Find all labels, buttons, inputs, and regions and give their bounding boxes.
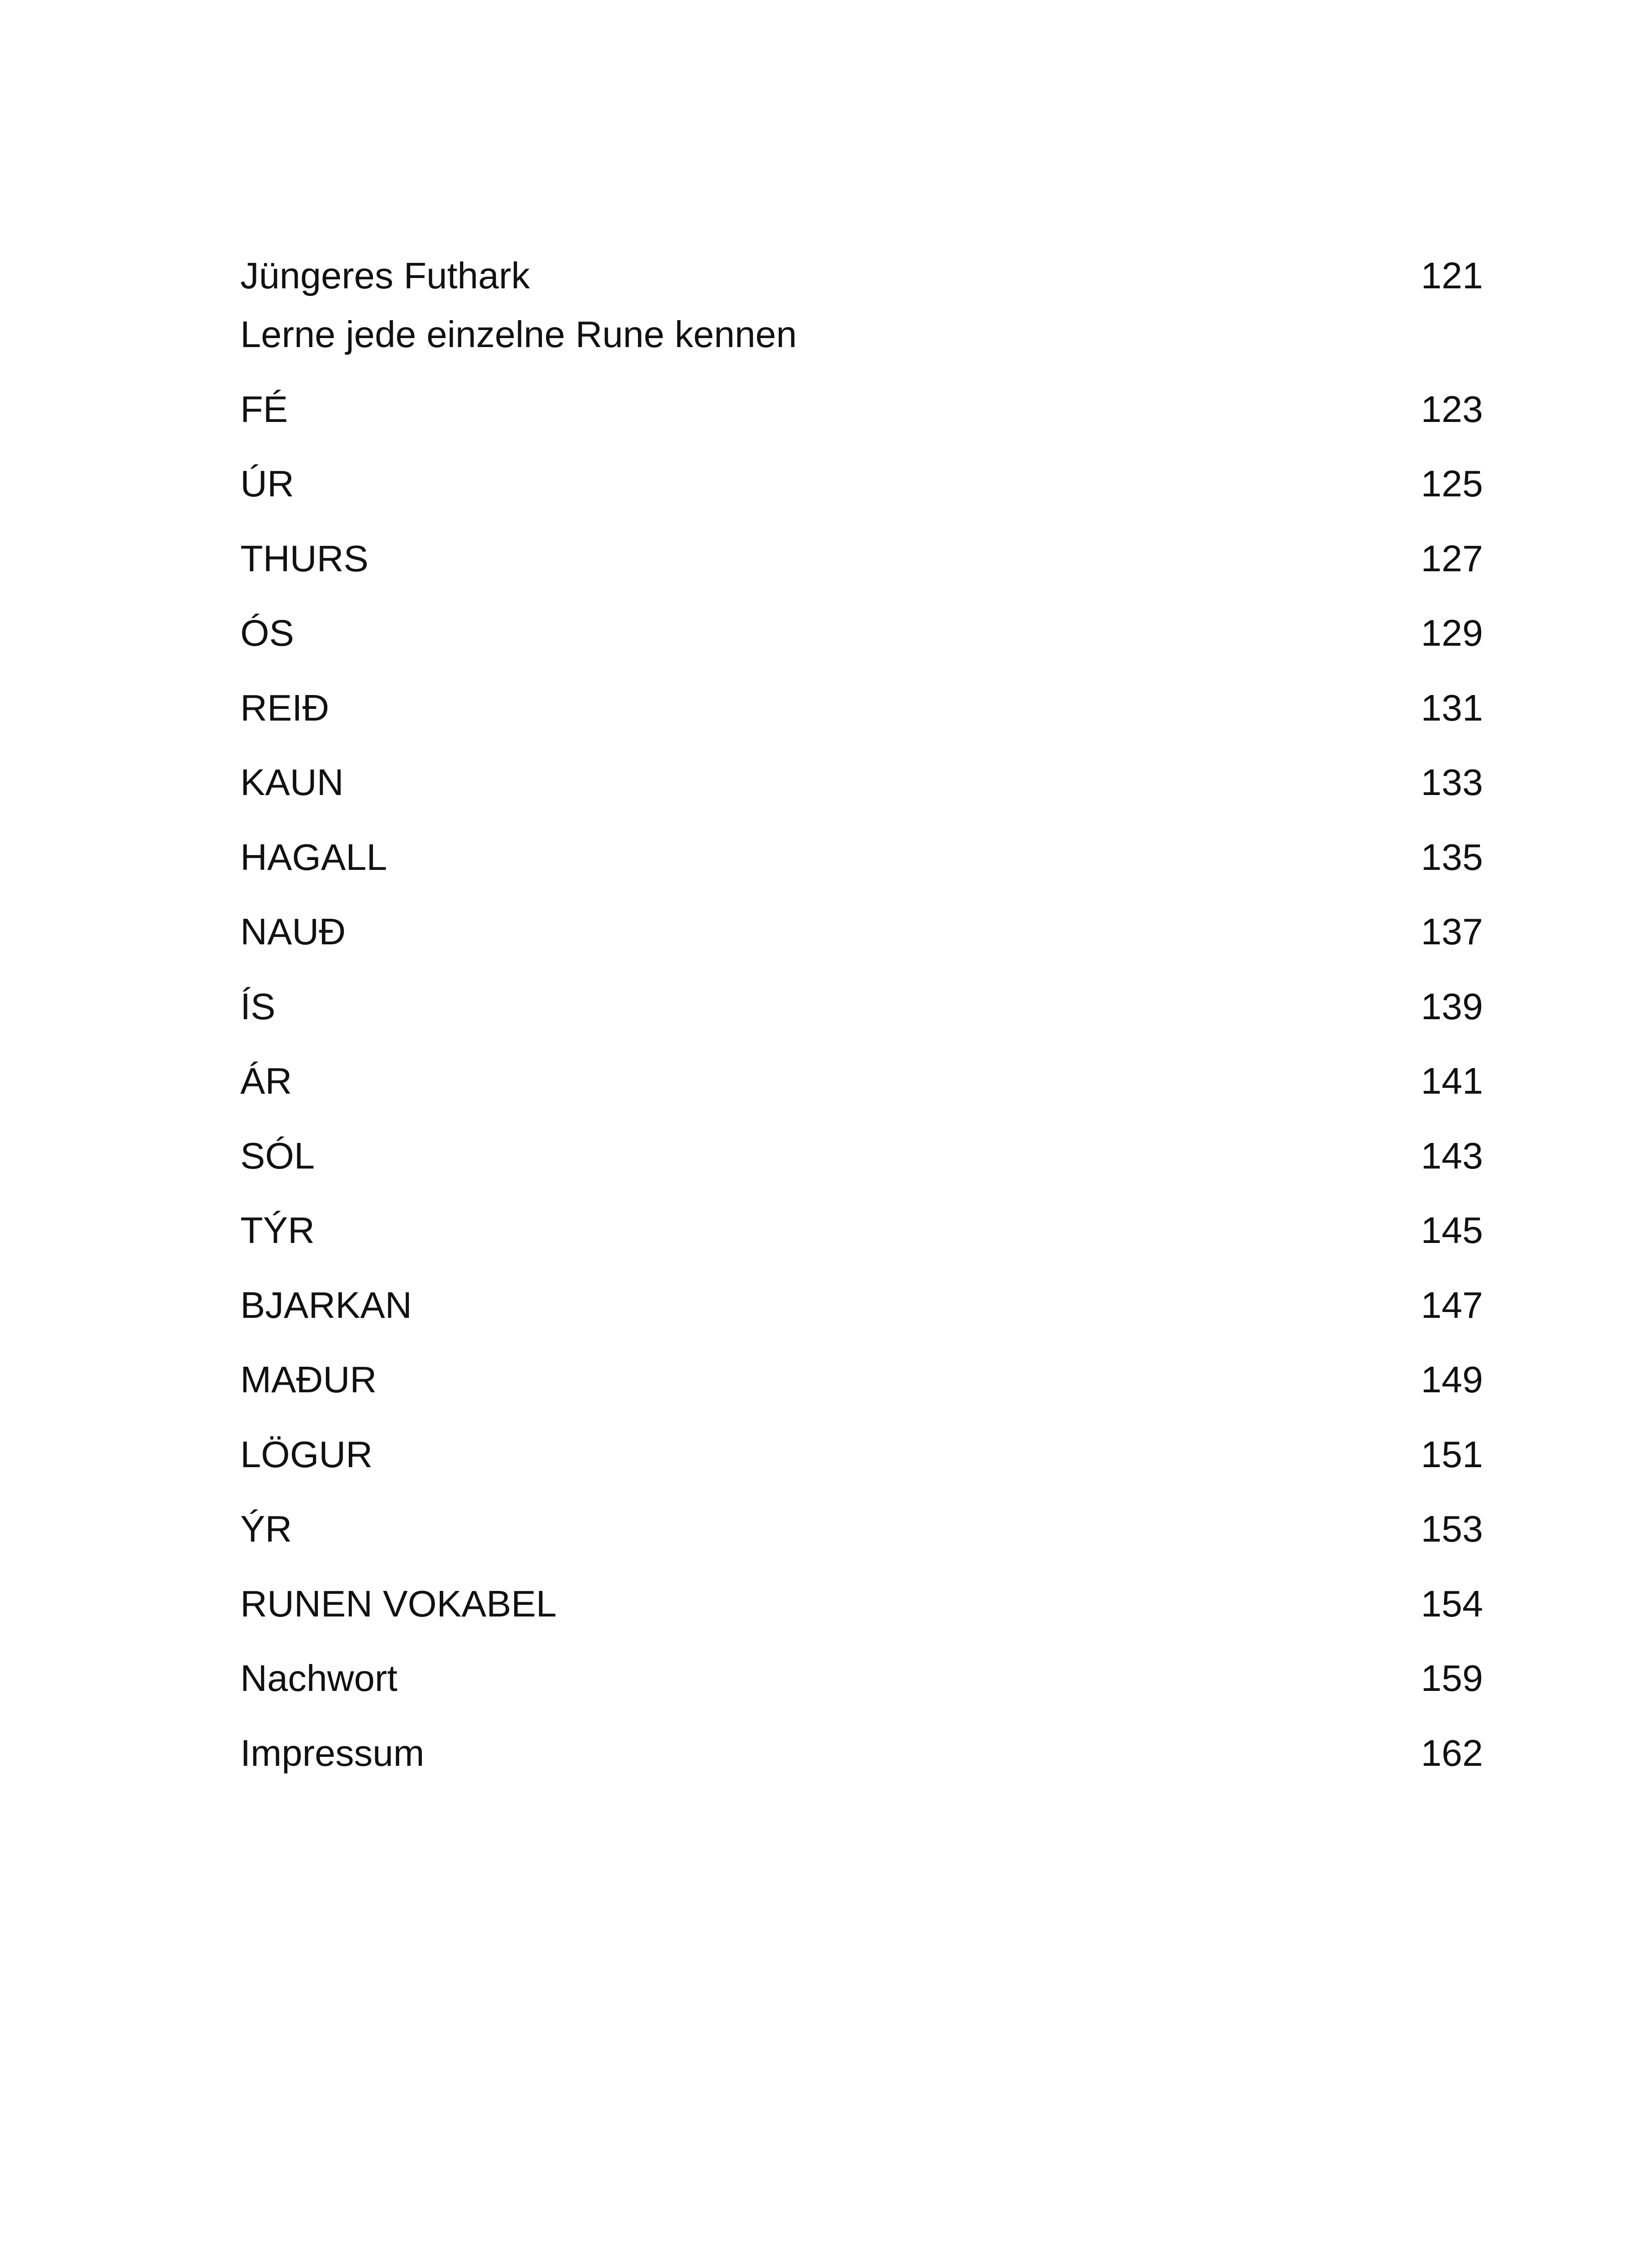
toc-entry-page: 125 (1421, 463, 1483, 504)
toc-entry (240, 1731, 1483, 1806)
toc-entry (240, 253, 1483, 312)
toc-entry-page: 143 (1421, 1134, 1483, 1177)
toc-entry-title: SÓL (240, 1134, 315, 1177)
toc-entry-page: 139 (1421, 985, 1483, 1027)
toc-entry-page: 147 (1421, 1284, 1483, 1326)
toc-entry (240, 686, 1483, 760)
toc-entry-title: Nachwort (240, 1657, 398, 1699)
toc-entry (240, 835, 1483, 910)
toc-entry-page: 127 (1421, 537, 1483, 579)
toc-entry (240, 1507, 1483, 1582)
toc-entry-title: REIÐ (240, 687, 330, 729)
toc-entry (240, 1134, 1483, 1208)
toc-entry (240, 387, 1483, 462)
toc-entry-title: TÝR (240, 1209, 315, 1251)
toc-entry-title: ÍS (240, 985, 276, 1027)
toc-subtitle-row (240, 312, 1483, 387)
toc-entry-title: RUNEN VOKABEL (240, 1582, 557, 1625)
toc-entry-page: 154 (1421, 1582, 1483, 1625)
toc-entry (240, 611, 1483, 686)
toc-entry-page: 145 (1421, 1209, 1483, 1251)
toc-entry-page: 131 (1421, 687, 1483, 729)
toc-entry-title: KAUN (240, 761, 344, 803)
toc-entry-title: THURS (240, 537, 369, 579)
toc-entry-title: BJARKAN (240, 1284, 412, 1326)
toc-entry (240, 909, 1483, 984)
toc-entry-page: 133 (1421, 761, 1483, 803)
toc-entry-page: 149 (1421, 1359, 1483, 1400)
toc-entry-page: 135 (1421, 836, 1483, 878)
toc-entry-title: ÁR (240, 1060, 292, 1102)
toc-entry-page: 162 (1421, 1732, 1483, 1774)
toc-entry (240, 760, 1483, 835)
toc-entry-title: Impressum (240, 1732, 425, 1774)
toc-entry-title: LÖGUR (240, 1433, 373, 1475)
toc-entry-page: 151 (1421, 1433, 1483, 1475)
toc-entry (240, 1208, 1483, 1283)
toc-entry-title: ÓS (240, 612, 294, 654)
toc-entry (240, 984, 1483, 1059)
toc-entry-page: 153 (1421, 1508, 1483, 1550)
toc-entry-title: NAUÐ (240, 911, 346, 952)
toc-entry-title: Jüngeres Futhark (240, 255, 530, 296)
toc-entry-title: HAGALL (240, 836, 387, 878)
toc-entry-page: 129 (1421, 612, 1483, 654)
table-of-contents (240, 253, 1483, 1805)
toc-entry-title: FÉ (240, 388, 288, 430)
toc-entry (240, 536, 1483, 611)
toc-entry-page: 159 (1421, 1657, 1483, 1699)
toc-entry (240, 1283, 1483, 1358)
toc-entry (240, 1582, 1483, 1656)
toc-entry-title: ÝR (240, 1508, 292, 1550)
toc-entry-title: MAÐUR (240, 1359, 377, 1400)
toc-entry (240, 461, 1483, 536)
toc-entry-page: 121 (1421, 255, 1483, 296)
toc-entry-page: 123 (1421, 388, 1483, 430)
toc-entry (240, 1656, 1483, 1731)
toc-entry-title: ÚR (240, 463, 294, 504)
toc-entry-page: 137 (1421, 911, 1483, 952)
toc-entry (240, 1432, 1483, 1507)
toc-subtitle: Lerne jede einzelne Rune kennen (240, 313, 797, 355)
toc-entry-page: 141 (1421, 1060, 1483, 1102)
toc-entry (240, 1059, 1483, 1134)
toc-entry (240, 1357, 1483, 1432)
